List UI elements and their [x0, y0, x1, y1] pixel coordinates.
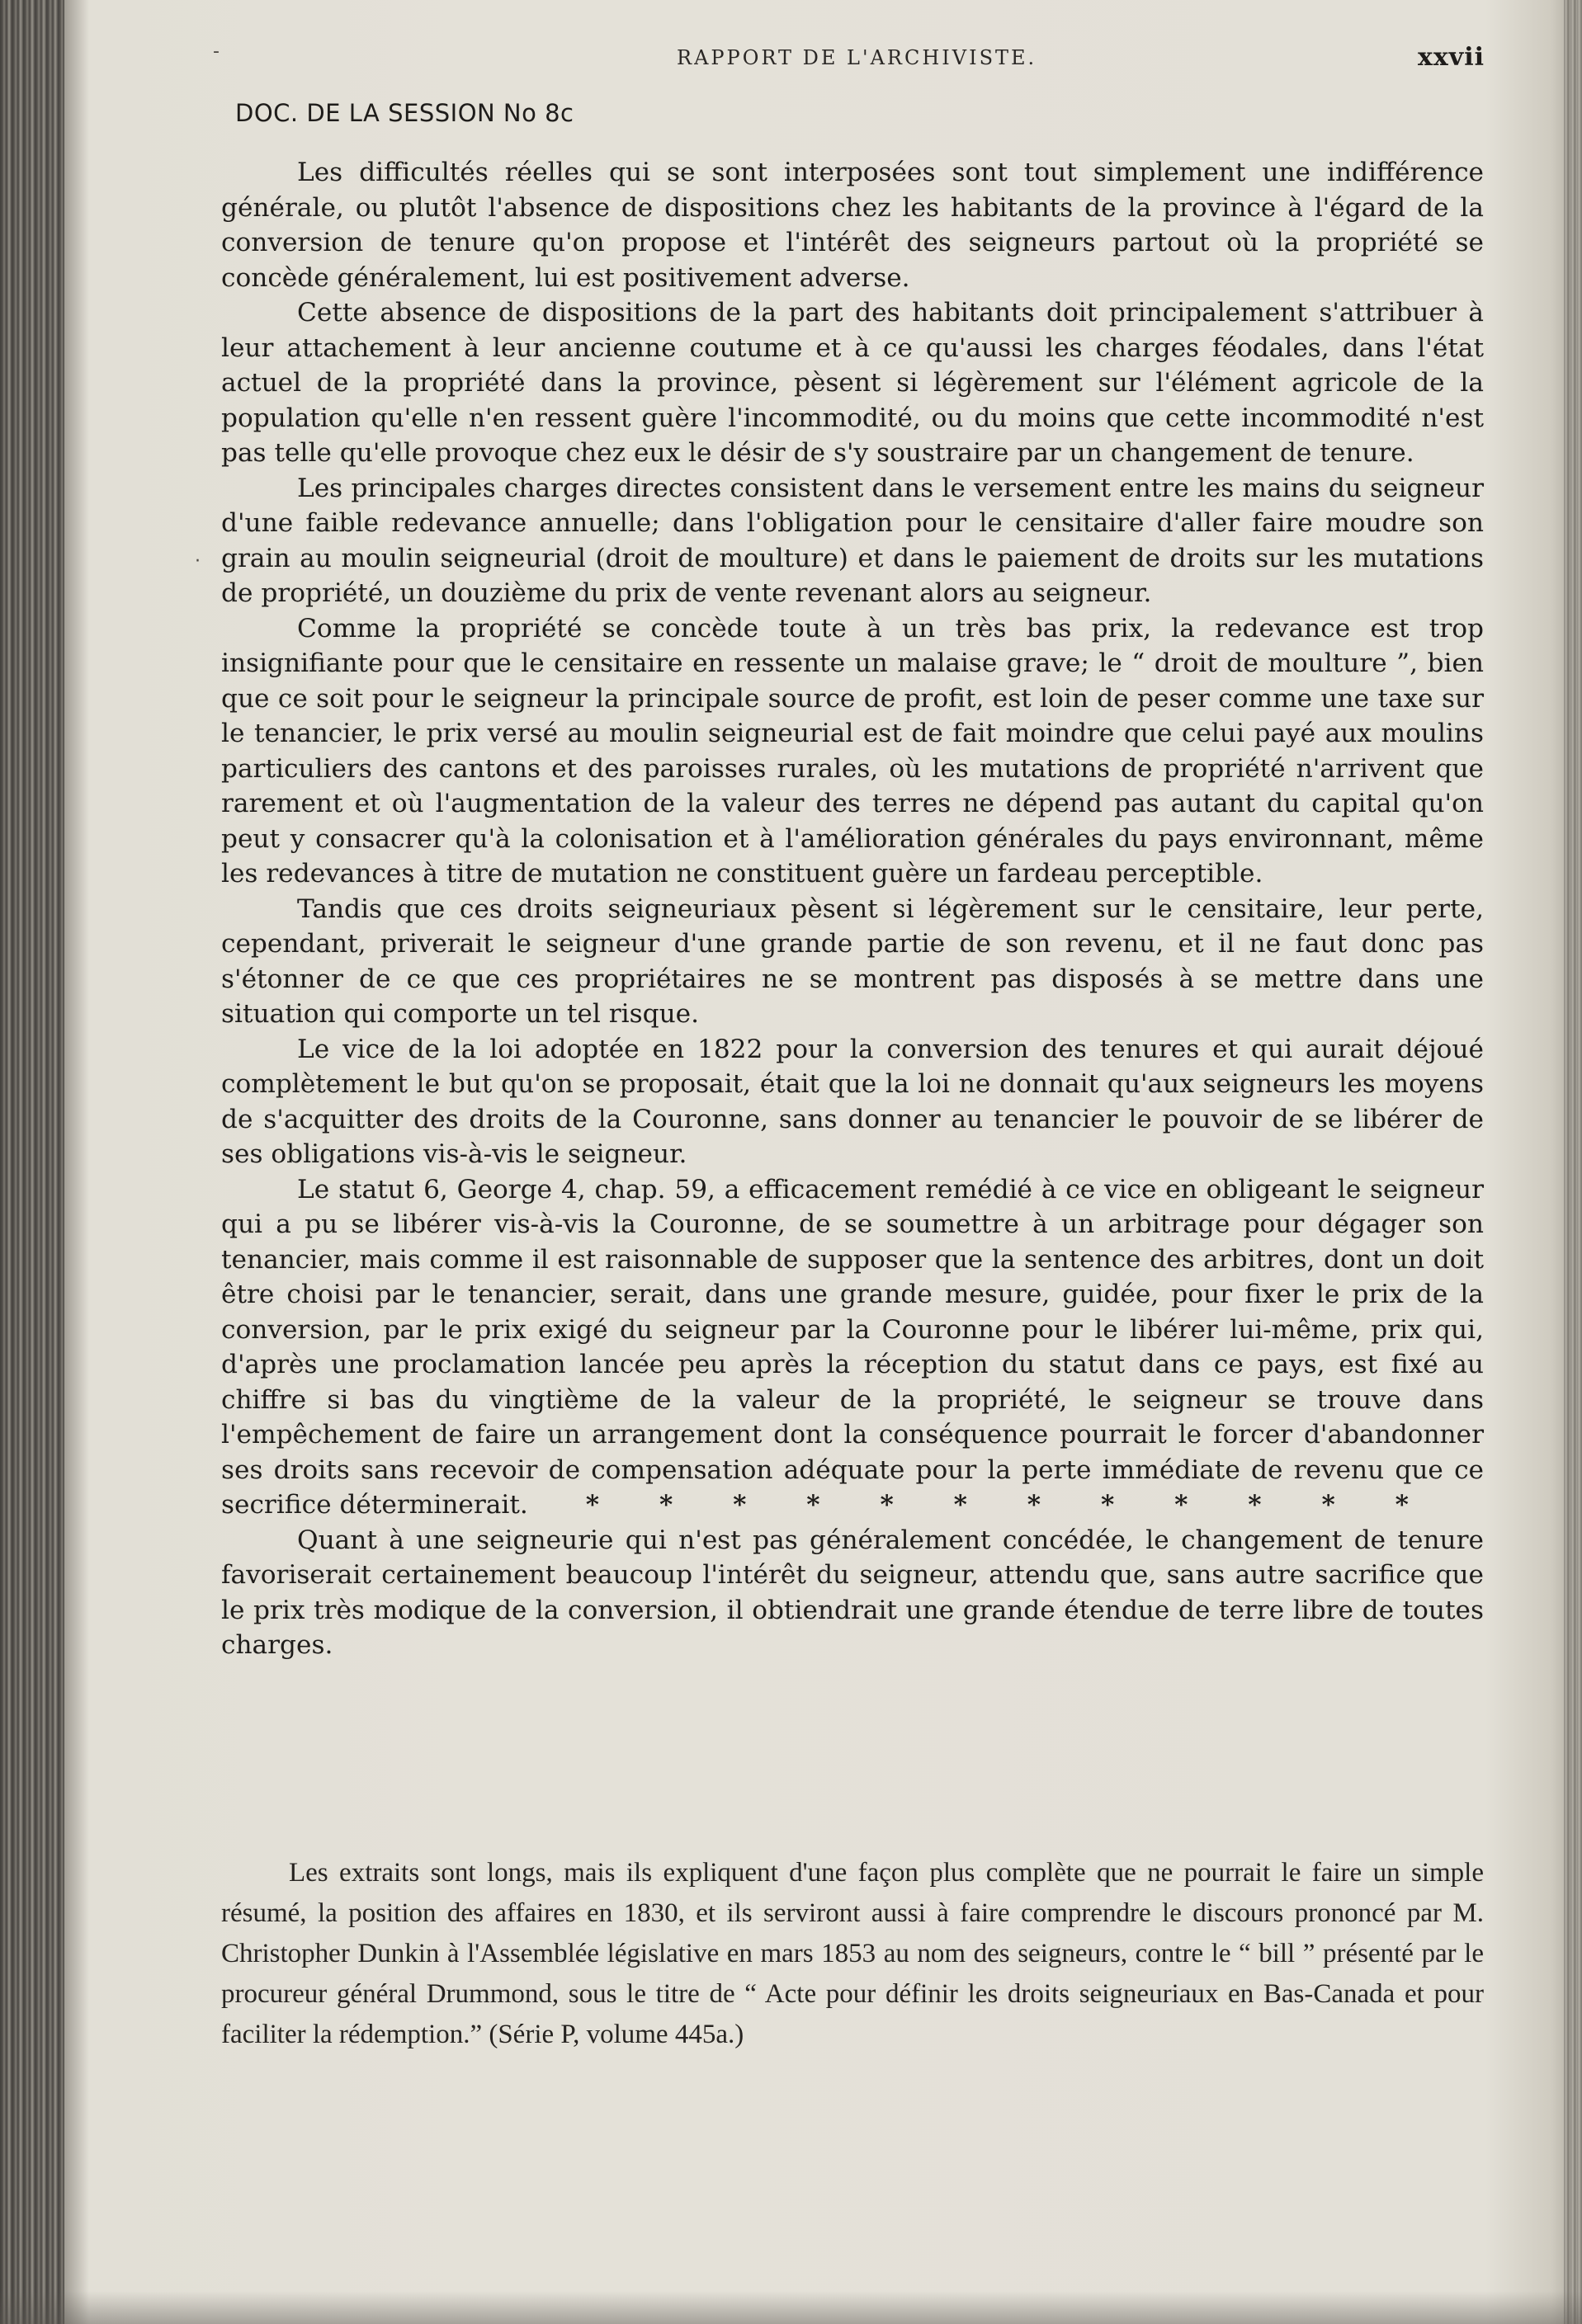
omission-stars: * * * * * * * * * * * * — [585, 1490, 1409, 1520]
running-head: RAPPORT DE L'ARCHIVISTE. — [677, 46, 1037, 69]
paragraph: Quant à une seigneurie qui n'est pas généralement concédée, le changement de tenure favoriserait certainement beaucoup l'intérêt du seigneur, attendu que, sans autre sacrifice que le prix très modique de la conversion, il obtiendrait une grande étendue de terre libre de toutes charges. — [221, 1525, 1484, 1660]
dot-mark: · — [195, 551, 201, 572]
gutter-shadow — [64, 0, 89, 2324]
paragraph: Tandis que ces droits seigneuriaux pèsent si légèrement sur le censitaire, leur perte, cependant, priverait le seigneur d'une grande partie de son revenu, et il ne faut donc pas s'étonner de ce que ces propriétaires ne se montrent pas disposés à se mettre dans une situation qui comporte un tel risque. — [221, 893, 1484, 1029]
session-doc-label: DOC. DE LA SESSION No 8c — [235, 99, 574, 127]
bottom-shadow — [0, 2291, 1582, 2324]
closing-paragraph: Les extraits sont longs, mais ils expliquent d'une façon plus complète que ne pourrait le faire un simple résumé, la position des affaires en 1830, et ils serviront aussi à faire comprendre le discours prononcé par M. Christopher Dunkin à l'Assemblée législative en mars 1853 au nom des seigneurs, contre le “ bill ” présenté par le procureur général Drummond, sous le titre de “ Acte pour définir les droits seigneuriaux en Bas-Canada et pour faciliter la rédemption.” (Série P, volume 445a.) — [221, 1858, 1484, 2049]
paragraph-with-ellipsis — [221, 1172, 1484, 1523]
page-edge — [1564, 0, 1582, 2324]
paragraph: Les difficultés réelles qui se sont interposées sont tout simplement une indifférence générale, ou plutôt l'absence de dispositions chez les habitants de la province à l'égard de la conversion de tenure qu'on propose et l'intérêt des seigneurs partout où la propriété se concède généralement, lui est positivement adverse. — [221, 158, 1484, 293]
paragraph: Le statut 6, George 4, chap. 59, a efficacement remédié à ce vice en obligeant le seigneur qui a pu se libérer vis-à-vis la Couronne, de se soumettre à un arbitrage pour dégager son tenancier, mais comme il est raisonnable de supposer que la sentence des arbitres, dont un doit être choisi par le tenancier, serait, dans une grande mesure, guidée, pour fixer le prix de la conversion, par le prix exigé du seigneur par la Couronne pour le libérer lui-même, prix qui, d'après une proclamation lancée peu après la réception du statut dans ce pays, est fixé au chiffre si bas du vingtième de la valeur de la propriété, le seigneur se trouve dans l'empêchement de faire un arrangement dont la conséquence pourrait le forcer d'abandonner ses droits sans recevoir de compensation adéquate pour la perte immédiate de revenu que ce secrifice déterminerait. — [221, 1174, 1484, 1520]
report-body — [221, 155, 1484, 1663]
paragraph: Les principales charges directes consistent dans le versement entre les mains du seigneur d'une faible redevance annuelle; dans l'obligation pour le censitaire d'aller faire moudre son grain au moulin seigneurial (droit de moulture) et dans le paiement de droits sur les mutations de propriété, un douzième du prix de vente revenant alors au seigneur. — [221, 473, 1484, 608]
paragraph: Cette absence de dispositions de la part des habitants doit principalement s'attribuer à leur attachement à leur ancienne coutume et à ce qu'aussi les charges féodales, dans l'état actuel de la propriété dans la province, pèsent si légèrement sur l'élément agricole de la population qu'elle n'en ressent guère l'incommodité, ou du moins que cette incommodité n'est pas telle qu'elle provoque chez eux le désir de s'y soustraire par un changement de tenure. — [221, 298, 1484, 468]
closing-commentary — [221, 1853, 1484, 2055]
book-binding — [0, 0, 64, 2324]
page-number: xxvii — [1418, 43, 1485, 72]
paragraph: Comme la propriété se concède toute à un très bas prix, la redevance est trop insignifiante pour que le censitaire en ressente un malaise grave; le “ droit de moulture ”, bien que ce soit pour le seigneur la principale source de profit, est loin de peser comme une taxe sur le tenancier, le prix versé au moulin seigneurial est de fait moindre que celui payé aux moulins particuliers des cantons et des paroisses rurales, où les mutations de propriété n'arrivent que rarement et où l'augmentation de la valeur des terres ne dépend pas autant du capital qu'on peut y consacrer qu'à la colonisation et à l'amélioration générales du pays environnant, même les redevances à titre de mutation ne constituent guère un fardeau perceptible. — [221, 613, 1484, 889]
dash-mark: - — [213, 41, 220, 62]
paragraph: Le vice de la loi adoptée en 1822 pour la conversion des tenures et qui aurait déjoué complètement le but qu'on se proposait, était que la loi ne donnait qu'aux seigneurs les moyens de s'acquitter des droits de la Couronne, sans donner au tenancier le pouvoir de se libérer de ses obligations vis-à-vis le seigneur. — [221, 1034, 1484, 1169]
